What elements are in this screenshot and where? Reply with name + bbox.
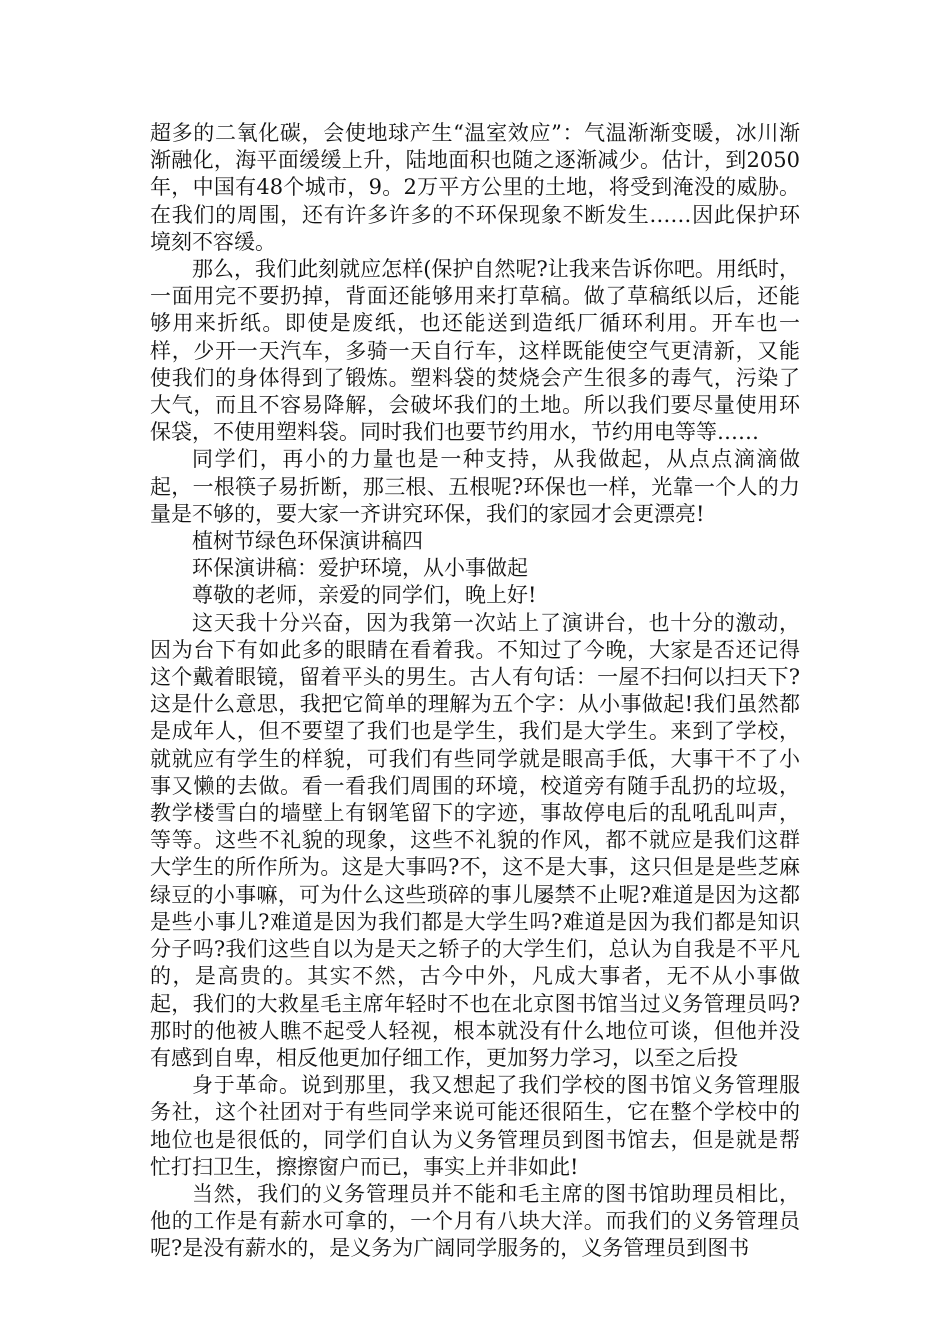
paragraph-speech-body: 这天我十分兴奋，因为我第一次站上了演讲台，也十分的激动，因为台下有如此多的眼睛在看着我。不知过了今晚，大家是否还记得这个戴着眼镜，留着平头的男生。古人有句话：一屋不扫何以扫天下?这是什么意思，我把它简单的理解为五个字：从小事做起!我们虽然都是成年人，但不要望了我们也是学生，我们是大学生。来到了学校，就就应有学生的样貌，可我们有些同学就是眼高手低，大事干不了小事又懒的去做。看一看我们周围的环境，校道旁有随手乱扔的垃圾，教学楼雪白的墙壁上有钢笔留下的字迹，事故停电后的乱吼乱叫声，等等。这些不礼貌的现象，这些不礼貌的作风，都不就应是我们这群大学生的所作所为。这是大事吗?不，这不是大事，这只但是是些芝麻绿豆的小事嘛，可为什么这些琐碎的事儿屡禁不止呢?难道是因为这都是些小事儿?难道是因为我们都是大学生吗?难道是因为我们都是知识分子吗?我们这些自以为是天之轿子的大学生们，总认为自我是不平凡的，是高贵的。其实不然，古今中外，凡成大事者，无不从小事做起，我们的大救星毛主席年轻时不也在北京图书馆当过义务管理员吗?那时的他被人瞧不起受人轻视，根本就没有什么地位可谈，但他并没有感到自卑，相反他更加仔细工作，更加努力学习，以至之后投 xyxy=(150,610,800,1070)
paragraph-greenhouse-effect: 超多的二氧化碳，会使地球产生“温室效应”：气温渐渐变暖，冰川渐渐融化，海平面缓缓上升，陆地面积也随之逐渐减少。估计，到2050年，中国有48个城市，9。2万平方公里的土地，将受到淹没的威胁。在我们的周围，还有许多许多的不环保现象不断发生……因此保护环境刻不容缓。 xyxy=(150,121,800,254)
paragraph-call-to-action: 同学们，再小的力量也是一种支持，从我做起，从点点滴滴做起，一根筷子易折断，那三根、五根呢?环保也一样，光靠一个人的力量是不够的，要大家一齐讲究环保，我们的家园才会更漂亮! xyxy=(150,447,800,526)
paragraph-library-volunteers: 身于革命。说到那里，我又想起了我们学校的图书馆义务管理服务社，这个社团对于有些同学来说可能还很陌生，它在整个学校中的地位也是很低的，同学们自认为义务管理员到图书馆去，但是就是帮忙打扫卫生，擦擦窗户而已，事实上并非如此! xyxy=(150,1073,800,1179)
document-page xyxy=(150,120,800,1263)
paragraph-comparison: 当然，我们的义务管理员并不能和毛主席的图书馆助理员相比，他的工作是有薪水可拿的，一个月有八块大洋。而我们的义务管理员呢?是没有薪水的，是义务为广阔同学服务的，义务管理员到图书 xyxy=(150,1181,800,1261)
paragraph-how-to-protect: 那么，我们此刻就应怎样(保护自然呢?让我来告诉你吧。用纸时，一面用完不要扔掉，背面还能够用来打草稿。做了草稿纸以后，还能够用来折纸。即使是废纸，也还能送到造纸厂循环利用。开车也一样，少开一天汽车，多骑一天自行车，这样既能使空气更清新，又能使我们的身体得到了锻炼。塑料袋的焚烧会产生很多的毒气，污染了大气，而且不容易降解，会破坏我们的土地。所以我们要尽量使用环保袋，不使用塑料袋。同时我们也要节约用水，节约用电等等…… xyxy=(150,257,800,445)
section-heading: 植树节绿色环保演讲稿四 xyxy=(192,529,423,554)
speech-greeting: 尊敬的老师，亲爱的同学们，晚上好! xyxy=(192,583,537,608)
speech-title: 环保演讲稿：爱护环境，从小事做起 xyxy=(192,556,528,581)
